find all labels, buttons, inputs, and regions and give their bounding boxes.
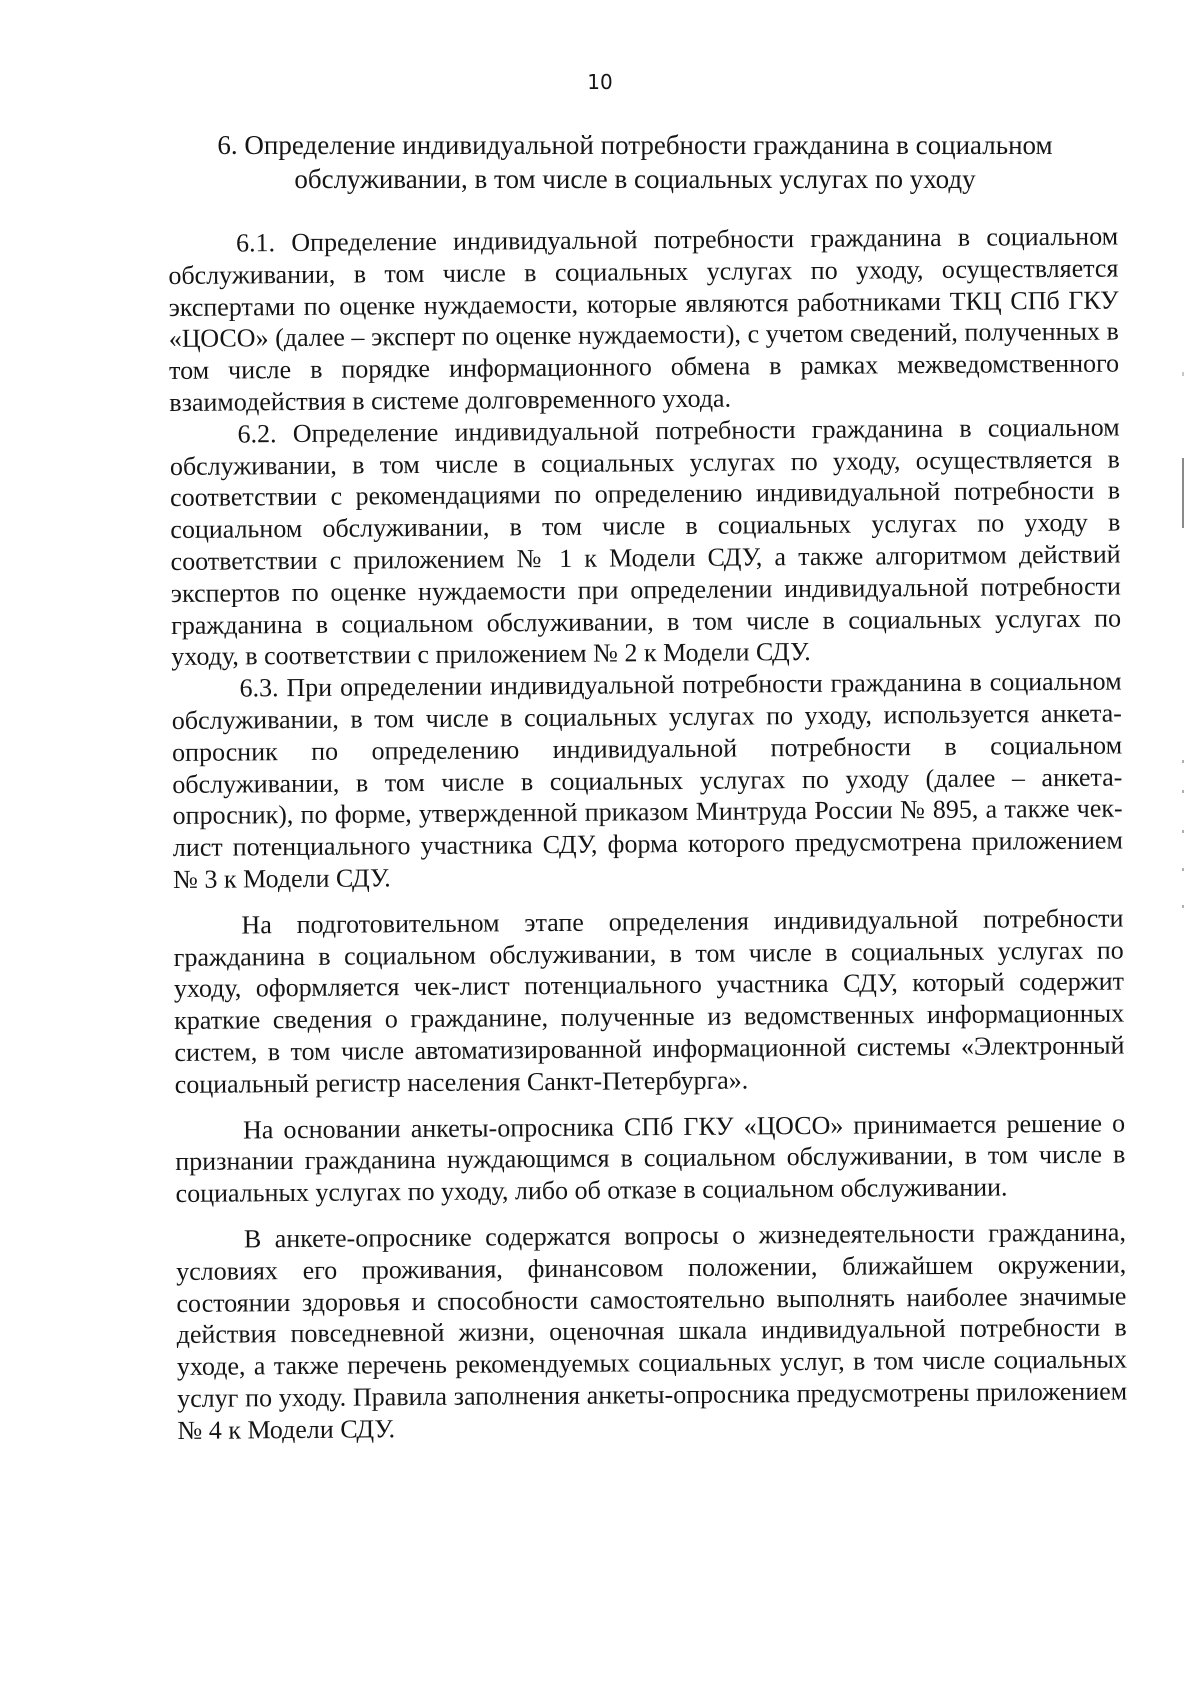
- paragraph-6-2: 6.2. Определение индивидуальной потребности гражданина в социальном обслуживании, в том числе в социальных услугах по уходу, осуществляется в соответствии с рекомендациями по определению индивидуальной потребности в социальном обслуживании, в том числе в социальных услугах по уходу в соответствии с приложением № 1 к Модели СДУ, а также алгоритмом действий экспертов по оценке нуждаемости при определении индивидуальной потребности гражданина в социальном обслуживании, в том числе в социальных услугах по уходу, в соответствии с приложением № 2 к Модели СДУ.: [169, 412, 1122, 672]
- scan-edge-mark: [1182, 760, 1184, 763]
- section-title-line-1: 6. Определение индивидуальной потребности гражданина в социальном: [217, 130, 1053, 160]
- paragraph-6-3: 6.3. При определении индивидуальной потребности гражданина в социальном обслуживании, в том числе в социальных услугах по уходу, используется анкета-опросник по определению индивидуальной потребности в социальном обслуживании, в том числе в социальных услугах по уходу (далее – анкета-опросник), по форме, утвержденной приказом Минтруда России № 895, а также чек-лист потенциального участника СДУ, форма которого предусмотрена приложением № 3 к Модели СДУ.: [171, 666, 1123, 894]
- section-title-line-2: обслуживании, в том числе в социальных услугах по уходу: [294, 164, 976, 194]
- page-number: 10: [587, 70, 613, 94]
- scan-edge-mark: [1182, 372, 1184, 376]
- paragraph-decision: На основании анкеты-опросника СПб ГКУ «ЦОСО» принимается решение о признании гражданина нуждающимся в социальном обслуживании, в том числе в социальных услугах по уходу, либо об отказе в социальном обслуживании.: [175, 1108, 1126, 1209]
- paragraph-questionnaire-contents: В анкете-опроснике содержатся вопросы о жизнедеятельности гражданина, условиях его проживания, финансовом положении, ближайшем окружении, состоянии здоровья и способности самостоятельно выполнять наиболее значимые действия повседневной жизни, оценочная шкала индивидуальной потребности в уходе, а также перечень рекомендуемых социальных услуг, в том числе социальных услуг по уходу. Правила заполнения анкеты-опросника предусмотрены приложением № 4 к Модели СДУ.: [176, 1217, 1128, 1445]
- scan-edge-mark: [1182, 868, 1184, 871]
- scan-edge-mark: [1182, 830, 1184, 833]
- section-title: [175, 128, 1095, 196]
- paragraph-preparatory-stage: На подготовительном этапе определения индивидуальной потребности гражданина в социальном обслуживании, в том числе в социальных услугах по уходу, оформляется чек-лист потенциального участника СДУ, который содержит краткие сведения о гражданине, полученные из ведомственных информационных систем, в том числе автоматизированной информационной системы «Электронный социальный регистр населения Санкт-Петербурга».: [173, 903, 1125, 1099]
- scan-edge-mark: [1182, 790, 1184, 793]
- scan-edge-mark: [1182, 458, 1184, 528]
- body-text: [168, 221, 1128, 1447]
- scan-edge-mark: [1182, 905, 1184, 908]
- paragraph-6-1: 6.1. Определение индивидуальной потребности гражданина в социальном обслуживании, в том числе в социальных услугах по уходу, осуществляется экспертами по оценке нуждаемости, которые являются работниками ТКЦ СПб ГКУ «ЦОСО» (далее – эксперт по оценке нуждаемости), с учетом сведений, полученных в том числе в порядке информационного обмена в рамках межведомственного взаимодействия в системе долговременного ухода.: [168, 221, 1120, 417]
